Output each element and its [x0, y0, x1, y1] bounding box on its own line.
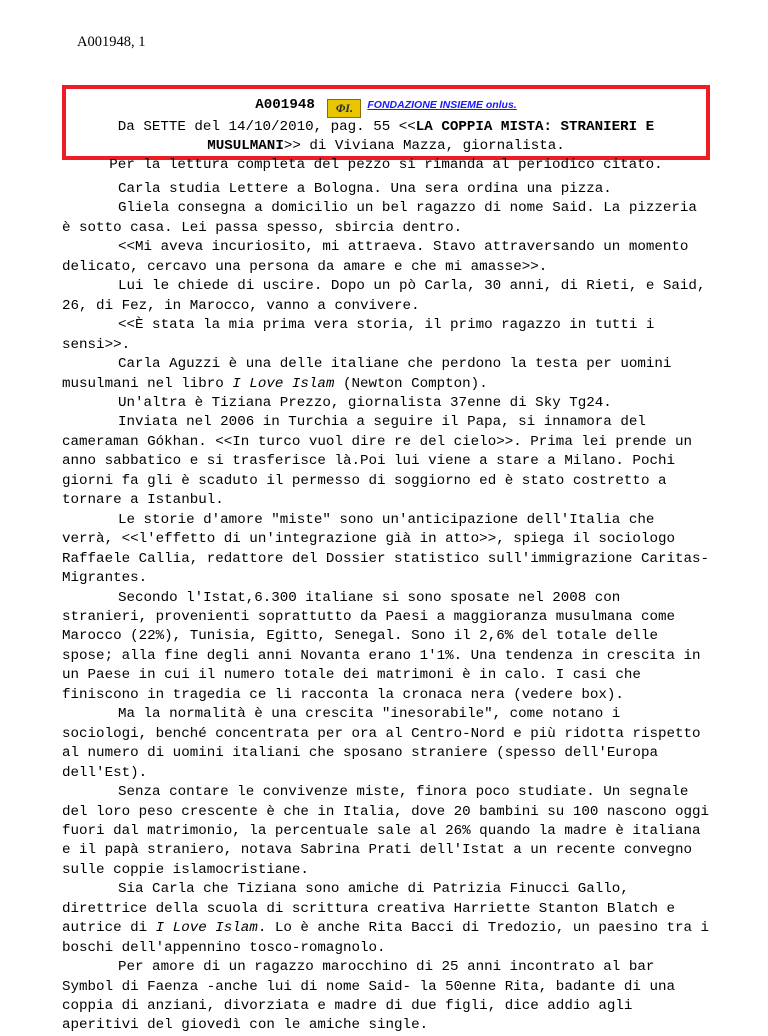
article-title-part2: MUSULMANI: [207, 138, 284, 154]
box-line-note: Per la lettura completa del pezzo si rimanda al periodico citato.: [109, 157, 663, 173]
book-title: I Love Islam: [232, 375, 335, 392]
paragraph: Ma la normalità è una crescita "inesorabile", come notano i sociologi, benché concentrata per ora al Centro-Nord e più ridotta rispetto al numero di uomini italiani che sposano straniere (spesso dell'Europa dell'Est).: [62, 706, 701, 781]
paragraph: Inviata nel 2006 in Turchia a seguire il Papa, si innamora del cameraman Gókhan. <<In turco vuol dire re del cielo>>. Prima lei prende un anno sabbatico e si trasferisce là.Poi lui viene a stare a Milano. Pochi giorni fa gli è scaduto il permesso di soggiorno ed è stato costretto a tornare a Istanbul.: [62, 414, 693, 509]
paragraph: Le storie d'amore "miste" sono un'anticipazione dell'Italia che verrà, <<l'effetto di un'integrazione già in atto>>, spiega il sociologo Raffaele Callia, redattore del Dossier statistico sull'immigrazione Caritas-Migrantes.: [62, 511, 710, 587]
box-line-title: [66, 137, 706, 156]
article-title-part1: LA COPPIA MISTA: STRANIERI E: [415, 119, 655, 135]
box-line-source: [66, 118, 706, 137]
paragraph: Secondo l'Istat,6.300 italiane si sono sposate nel 2008 con stranieri, provenienti soprattutto da Paesi a maggioranza musulmana come Marocco (22%), Tunisia, Egitto, Senegal. Sono il 2,6% del totale delle spose; alla fine degli anni Novanta erano 1'1%. Una tendenza in crescita in un Paese in cui il numero totale dei matrimoni è in calo. I casi che finiscono in tragedia ce li racconta la cronaca nera (vedere box).: [62, 589, 701, 703]
paragraph-text: . Lo è anche Rita Bacci di Tredozio, un paesino tra i boschi dell'appennino tosco-romagnolo.: [62, 920, 710, 956]
paragraph: Un'altra è Tiziana Prezzo, giornalista 37enne di Sky Tg24.: [118, 394, 612, 411]
paragraph: Senza contare le convivenze miste, finora poco studiate. Un segnale del loro peso crescente è che in Italia, dove 20 bambini su 100 nascono oggi fuori dal matrimonio, la percentuale sale al 26% quando la madre è italiana e il papà straniero, notava Sabrina Prati dell'Istat a un recente convegno sulle coppie islamocristiane.: [62, 784, 710, 878]
book-title: I Love Islam: [155, 920, 258, 937]
paragraph: <<Mi aveva incuriosito, mi attraeva. Stavo attraversando un momento delicato, cercavo una persona da amare e che mi amasse>>.: [62, 239, 689, 275]
box-line-code: [66, 96, 706, 118]
paragraph: Carla studia Lettere a Bologna. Una sera ordina una pizza.: [118, 181, 612, 197]
paragraph-text: (Newton Compton).: [334, 375, 488, 392]
foundation-logo-icon: ΦI.: [327, 99, 361, 118]
source-prefix: Da SETTE del 14/10/2010, pag. 55 <<: [117, 119, 416, 135]
paragraph: [62, 880, 710, 958]
paragraph: Gliela consegna a domicilio un bel ragazzo di nome Said. La pizzeria è sotto casa. Lei passa spesso, sbircia dentro.: [62, 200, 697, 236]
source-box: [62, 85, 710, 173]
article-body: [62, 180, 710, 1036]
paragraph: [62, 355, 710, 394]
byline: >> di Viviana Mazza, giornalista.: [283, 138, 565, 154]
document-code: A001948: [255, 97, 315, 113]
page-header-ref: A001948, 1: [77, 34, 146, 50]
paragraph: Per amore di un ragazzo marocchino di 25 anni incontrato al bar Symbol di Faenza -anche lui di nome Said- la 50enne Rita, badante di una coppia di anziani, divorziata e madre di due figli, dice addio agli aperitivi del giovedì con le amiche single.: [62, 959, 675, 1034]
paragraph: Lui le chiede di uscire. Dopo un pò Carla, 30 anni, di Rieti, e Said, 26, di Fez, in Marocco, vanno a convivere.: [62, 278, 706, 314]
paragraph-text: Carla Aguzzi è una delle italiane che perdono la testa per uomini musulmani nel libro: [62, 356, 672, 392]
foundation-link[interactable]: FONDAZIONE INSIEME onlus.: [367, 99, 517, 111]
paragraph-text: Sia Carla che Tiziana sono amiche di Patrizia Finucci Gallo, direttrice della scuola di scrittura creativa Harriette Stanton Blatch e autrice di: [62, 881, 675, 937]
paragraph: <<È stata la mia prima vera storia, il primo ragazzo in tutti i sensi>>.: [62, 317, 655, 353]
